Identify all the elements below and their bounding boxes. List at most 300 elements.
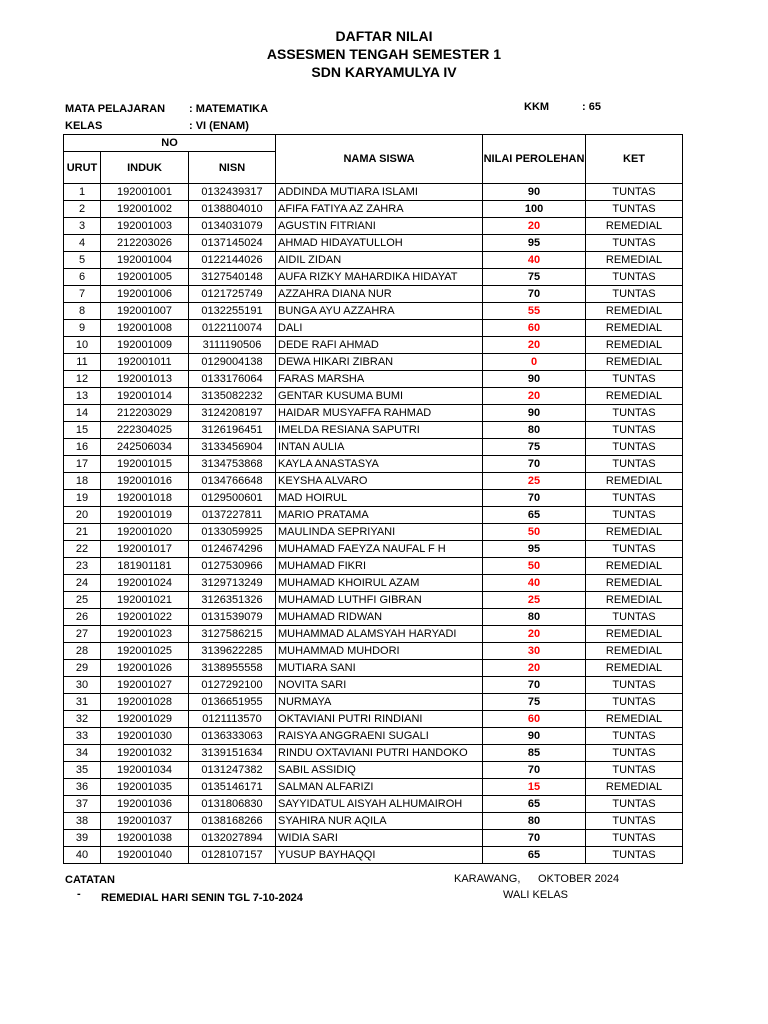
header-nama: NAMA SISWA	[276, 135, 483, 184]
cell-induk: 192001003	[101, 218, 189, 235]
cell-nilai: 70	[483, 677, 586, 694]
cell-nama: WIDIA SARI	[276, 830, 483, 847]
cell-nisn: 0133176064	[189, 371, 276, 388]
cell-ket: REMEDIAL	[586, 779, 683, 796]
cell-nama: BUNGA AYU AZZAHRA	[276, 303, 483, 320]
cell-ket: REMEDIAL	[586, 592, 683, 609]
cell-urut: 28	[64, 643, 101, 660]
cell-ket: REMEDIAL	[586, 218, 683, 235]
cell-nama: DALI	[276, 320, 483, 337]
cell-nama: MUHAMAD LUTHFI GIBRAN	[276, 592, 483, 609]
cell-nisn: 0132255191	[189, 303, 276, 320]
cell-induk: 192001017	[101, 541, 189, 558]
cell-urut: 22	[64, 541, 101, 558]
date-label: OKTOBER 2024	[538, 873, 620, 885]
cell-ket: REMEDIAL	[586, 524, 683, 541]
cell-ket: TUNTAS	[586, 728, 683, 745]
table-row	[64, 830, 683, 847]
table-row	[64, 456, 683, 473]
cell-nama: MUHAMAD FIKRI	[276, 558, 483, 575]
cell-ket: TUNTAS	[586, 507, 683, 524]
cell-nama: SAYYIDATUL AISYAH ALHUMAIROH	[276, 796, 483, 813]
cell-induk: 192001004	[101, 252, 189, 269]
cell-nisn: 0134766648	[189, 473, 276, 490]
cell-induk: 212203026	[101, 235, 189, 252]
table-row	[64, 660, 683, 677]
cell-urut: 34	[64, 745, 101, 762]
cell-urut: 11	[64, 354, 101, 371]
cell-nama: SYAHIRA NUR AQILA	[276, 813, 483, 830]
table-row	[64, 201, 683, 218]
signer-label: WALI KELAS	[503, 889, 569, 901]
table-row	[64, 269, 683, 286]
cell-nama: INTAN AULIA	[276, 439, 483, 456]
cell-nisn: 0135146171	[189, 779, 276, 796]
cell-urut: 38	[64, 813, 101, 830]
cell-nisn: 0131539079	[189, 609, 276, 626]
cell-nilai: 20	[483, 388, 586, 405]
cell-induk: 242506034	[101, 439, 189, 456]
cell-urut: 14	[64, 405, 101, 422]
cell-nama: IMELDA RESIANA SAPUTRI	[276, 422, 483, 439]
cell-induk: 192001030	[101, 728, 189, 745]
cell-nisn: 3139151634	[189, 745, 276, 762]
cell-ket: REMEDIAL	[586, 320, 683, 337]
cell-induk: 192001029	[101, 711, 189, 728]
cell-nilai: 65	[483, 796, 586, 813]
cell-nilai: 95	[483, 235, 586, 252]
cell-nisn: 0121725749	[189, 286, 276, 303]
cell-induk: 192001036	[101, 796, 189, 813]
cell-urut: 2	[64, 201, 101, 218]
cell-nilai: 70	[483, 762, 586, 779]
cell-nisn: 0121113570	[189, 711, 276, 728]
cell-nilai: 25	[483, 473, 586, 490]
cell-ket: REMEDIAL	[586, 337, 683, 354]
cell-nisn: 0137227811	[189, 507, 276, 524]
cell-induk: 192001028	[101, 694, 189, 711]
mapel-value: : MATEMATIKA	[189, 103, 269, 115]
cell-ket: REMEDIAL	[586, 660, 683, 677]
cell-ket: TUNTAS	[586, 371, 683, 388]
cell-ket: TUNTAS	[586, 830, 683, 847]
table-row	[64, 643, 683, 660]
header-urut: URUT	[64, 152, 101, 184]
table-row	[64, 184, 683, 201]
table-row	[64, 320, 683, 337]
cell-induk: 192001018	[101, 490, 189, 507]
cell-nama: SABIL ASSIDIQ	[276, 762, 483, 779]
cell-induk: 192001002	[101, 201, 189, 218]
cell-urut: 7	[64, 286, 101, 303]
cell-nilai: 95	[483, 541, 586, 558]
remedial-note: REMEDIAL HARI SENIN TGL 7-10-2024	[101, 892, 303, 904]
table-row	[64, 592, 683, 609]
cell-urut: 35	[64, 762, 101, 779]
cell-urut: 6	[64, 269, 101, 286]
cell-nilai: 60	[483, 320, 586, 337]
cell-nama: MAULINDA SEPRIYANI	[276, 524, 483, 541]
cell-nisn: 0122144026	[189, 252, 276, 269]
cell-nama: KAYLA ANASTASYA	[276, 456, 483, 473]
cell-urut: 19	[64, 490, 101, 507]
cell-nilai: 25	[483, 592, 586, 609]
cell-nisn: 3135082232	[189, 388, 276, 405]
header-no: NO	[64, 135, 276, 152]
cell-nilai: 60	[483, 711, 586, 728]
cell-induk: 192001034	[101, 762, 189, 779]
cell-urut: 26	[64, 609, 101, 626]
cell-nama: MUHAMAD FAEYZA NAUFAL F H	[276, 541, 483, 558]
cell-urut: 33	[64, 728, 101, 745]
cell-nilai: 15	[483, 779, 586, 796]
cell-nama: AGUSTIN FITRIANI	[276, 218, 483, 235]
cell-induk: 222304025	[101, 422, 189, 439]
cell-ket: TUNTAS	[586, 439, 683, 456]
cell-nilai: 85	[483, 745, 586, 762]
header-induk: INDUK	[101, 152, 189, 184]
cell-induk: 192001014	[101, 388, 189, 405]
cell-urut: 21	[64, 524, 101, 541]
cell-ket: REMEDIAL	[586, 643, 683, 660]
cell-nama: MUHAMMAD ALAMSYAH HARYADI	[276, 626, 483, 643]
cell-urut: 8	[64, 303, 101, 320]
cell-nama: OKTAVIANI PUTRI RINDIANI	[276, 711, 483, 728]
cell-induk: 192001037	[101, 813, 189, 830]
table-row	[64, 405, 683, 422]
table-row	[64, 422, 683, 439]
cell-nilai: 80	[483, 813, 586, 830]
cell-urut: 36	[64, 779, 101, 796]
cell-induk: 192001001	[101, 184, 189, 201]
cell-urut: 12	[64, 371, 101, 388]
cell-urut: 37	[64, 796, 101, 813]
cell-urut: 3	[64, 218, 101, 235]
cell-nisn: 0138168266	[189, 813, 276, 830]
cell-nilai: 65	[483, 507, 586, 524]
cell-ket: TUNTAS	[586, 847, 683, 864]
cell-nilai: 90	[483, 184, 586, 201]
cell-ket: TUNTAS	[586, 422, 683, 439]
table-row	[64, 677, 683, 694]
cell-induk: 192001020	[101, 524, 189, 541]
cell-urut: 15	[64, 422, 101, 439]
cell-urut: 1	[64, 184, 101, 201]
cell-induk: 192001026	[101, 660, 189, 677]
cell-nisn: 0132439317	[189, 184, 276, 201]
cell-urut: 18	[64, 473, 101, 490]
cell-induk: 181901181	[101, 558, 189, 575]
cell-nilai: 80	[483, 422, 586, 439]
cell-urut: 39	[64, 830, 101, 847]
cell-ket: REMEDIAL	[586, 354, 683, 371]
table-row	[64, 473, 683, 490]
table-row	[64, 847, 683, 864]
doc-title-1: DAFTAR NILAI	[335, 28, 433, 44]
cell-ket: REMEDIAL	[586, 473, 683, 490]
kkm-value: : 65	[582, 101, 601, 113]
cell-nisn: 0129004138	[189, 354, 276, 371]
kelas-value: : VI (ENAM)	[189, 120, 249, 132]
cell-nilai: 50	[483, 558, 586, 575]
cell-ket: REMEDIAL	[586, 388, 683, 405]
cell-induk: 192001023	[101, 626, 189, 643]
header-nisn: NISN	[189, 152, 276, 184]
cell-ket: TUNTAS	[586, 201, 683, 218]
cell-nama: MUHAMAD RIDWAN	[276, 609, 483, 626]
cell-nilai: 70	[483, 490, 586, 507]
kelas-label: KELAS	[65, 120, 103, 132]
cell-nilai: 20	[483, 337, 586, 354]
cell-nisn: 3126196451	[189, 422, 276, 439]
cell-nilai: 80	[483, 609, 586, 626]
table-row	[64, 371, 683, 388]
cell-induk: 192001025	[101, 643, 189, 660]
cell-nisn: 3124208197	[189, 405, 276, 422]
table-row	[64, 354, 683, 371]
cell-urut: 17	[64, 456, 101, 473]
cell-induk: 192001022	[101, 609, 189, 626]
cell-nisn: 0133059925	[189, 524, 276, 541]
cell-induk: 192001027	[101, 677, 189, 694]
cell-nama: SALMAN ALFARIZI	[276, 779, 483, 796]
cell-induk: 192001032	[101, 745, 189, 762]
cell-ket: REMEDIAL	[586, 303, 683, 320]
cell-urut: 27	[64, 626, 101, 643]
table-row	[64, 762, 683, 779]
cell-nilai: 90	[483, 371, 586, 388]
cell-nilai: 75	[483, 694, 586, 711]
cell-nama: RAISYA ANGGRAENI SUGALI	[276, 728, 483, 745]
cell-nama: NURMAYA	[276, 694, 483, 711]
cell-nama: GENTAR KUSUMA BUMI	[276, 388, 483, 405]
table-row	[64, 439, 683, 456]
cell-nisn: 0124674296	[189, 541, 276, 558]
cell-nisn: 3127540148	[189, 269, 276, 286]
cell-nisn: 0136333063	[189, 728, 276, 745]
cell-urut: 9	[64, 320, 101, 337]
cell-induk: 192001015	[101, 456, 189, 473]
cell-nilai: 65	[483, 847, 586, 864]
cell-nilai: 70	[483, 286, 586, 303]
cell-nisn: 0134031079	[189, 218, 276, 235]
cell-urut: 23	[64, 558, 101, 575]
table-row	[64, 286, 683, 303]
cell-nama: AUFA RIZKY MAHARDIKA HIDAYAT	[276, 269, 483, 286]
cell-nisn: 3139622285	[189, 643, 276, 660]
grades-table	[63, 134, 683, 864]
cell-nisn: 0137145024	[189, 235, 276, 252]
cell-induk: 192001016	[101, 473, 189, 490]
cell-ket: REMEDIAL	[586, 252, 683, 269]
cell-induk: 192001008	[101, 320, 189, 337]
cell-ket: REMEDIAL	[586, 626, 683, 643]
table-row	[64, 541, 683, 558]
note-bullet: -	[77, 888, 81, 900]
cell-nilai: 100	[483, 201, 586, 218]
cell-nama: AFIFA FATIYA AZ ZAHRA	[276, 201, 483, 218]
cell-nisn: 3129713249	[189, 575, 276, 592]
cell-ket: TUNTAS	[586, 235, 683, 252]
cell-nama: MARIO PRATAMA	[276, 507, 483, 524]
cell-induk: 192001011	[101, 354, 189, 371]
cell-induk: 192001038	[101, 830, 189, 847]
table-row	[64, 609, 683, 626]
cell-urut: 30	[64, 677, 101, 694]
cell-urut: 29	[64, 660, 101, 677]
cell-nilai: 50	[483, 524, 586, 541]
cell-ket: TUNTAS	[586, 762, 683, 779]
cell-ket: TUNTAS	[586, 796, 683, 813]
cell-nama: MUTIARA SANI	[276, 660, 483, 677]
mapel-label: MATA PELAJARAN	[65, 103, 166, 115]
cell-nisn: 3127586215	[189, 626, 276, 643]
table-row	[64, 711, 683, 728]
cell-nilai: 90	[483, 405, 586, 422]
table-row	[64, 524, 683, 541]
cell-induk: 192001019	[101, 507, 189, 524]
cell-nisn: 0129500601	[189, 490, 276, 507]
kkm-label: KKM	[524, 101, 550, 113]
cell-nama: DEDE RAFI AHMAD	[276, 337, 483, 354]
cell-ket: TUNTAS	[586, 609, 683, 626]
doc-title-3: SDN KARYAMULYA IV	[311, 64, 457, 80]
cell-urut: 32	[64, 711, 101, 728]
cell-nama: YUSUP BAYHAQQI	[276, 847, 483, 864]
cell-nama: HAIDAR MUSYAFFA RAHMAD	[276, 405, 483, 422]
table-row	[64, 745, 683, 762]
cell-nisn: 3138955558	[189, 660, 276, 677]
cell-urut: 13	[64, 388, 101, 405]
cell-nisn: 0132027894	[189, 830, 276, 847]
cell-nama: MUHAMAD KHOIRUL AZAM	[276, 575, 483, 592]
cell-nilai: 40	[483, 575, 586, 592]
cell-induk: 212203029	[101, 405, 189, 422]
cell-induk: 192001021	[101, 592, 189, 609]
table-row	[64, 779, 683, 796]
cell-nisn: 0128107157	[189, 847, 276, 864]
cell-nilai: 70	[483, 456, 586, 473]
cell-ket: TUNTAS	[586, 456, 683, 473]
cell-nama: ADDINDA MUTIARA ISLAMI	[276, 184, 483, 201]
cell-ket: TUNTAS	[586, 677, 683, 694]
cell-ket: REMEDIAL	[586, 558, 683, 575]
table-row	[64, 388, 683, 405]
cell-nama: DEWA HIKARI ZIBRAN	[276, 354, 483, 371]
cell-induk: 192001013	[101, 371, 189, 388]
cell-nisn: 0127292100	[189, 677, 276, 694]
cell-nilai: 20	[483, 626, 586, 643]
cell-nama: MAD HOIRUL	[276, 490, 483, 507]
header-ket: KET	[586, 135, 683, 184]
cell-ket: TUNTAS	[586, 490, 683, 507]
cell-nama: KEYSHA ALVARO	[276, 473, 483, 490]
cell-urut: 16	[64, 439, 101, 456]
cell-nilai: 70	[483, 830, 586, 847]
cell-nisn: 0138804010	[189, 201, 276, 218]
place-label: KARAWANG,	[454, 873, 521, 885]
cell-urut: 5	[64, 252, 101, 269]
cell-induk: 192001040	[101, 847, 189, 864]
doc-title-2: ASSESMEN TENGAH SEMESTER 1	[266, 46, 502, 62]
table-row	[64, 694, 683, 711]
cell-induk: 192001006	[101, 286, 189, 303]
cell-nilai: 40	[483, 252, 586, 269]
cell-nilai: 55	[483, 303, 586, 320]
cell-nisn: 0136651955	[189, 694, 276, 711]
cell-nisn: 3133456904	[189, 439, 276, 456]
cell-urut: 24	[64, 575, 101, 592]
cell-ket: TUNTAS	[586, 286, 683, 303]
cell-nisn: 3126351326	[189, 592, 276, 609]
cell-nilai: 20	[483, 218, 586, 235]
cell-nama: NOVITA SARI	[276, 677, 483, 694]
table-row	[64, 626, 683, 643]
cell-induk: 192001035	[101, 779, 189, 796]
table-row	[64, 728, 683, 745]
cell-nisn: 0127530966	[189, 558, 276, 575]
cell-nisn: 0131806830	[189, 796, 276, 813]
cell-nama: MUHAMMAD MUHDORI	[276, 643, 483, 660]
cell-nama: RINDU OXTAVIANI PUTRI HANDOKO	[276, 745, 483, 762]
cell-nilai: 30	[483, 643, 586, 660]
catatan-label: CATATAN	[65, 874, 115, 886]
table-row	[64, 252, 683, 269]
cell-induk: 192001009	[101, 337, 189, 354]
table-row	[64, 235, 683, 252]
table-row	[64, 796, 683, 813]
table-row	[64, 218, 683, 235]
cell-nisn: 0122110074	[189, 320, 276, 337]
table-row	[64, 337, 683, 354]
cell-urut: 40	[64, 847, 101, 864]
cell-nama: AIDIL ZIDAN	[276, 252, 483, 269]
cell-ket: TUNTAS	[586, 184, 683, 201]
table-row	[64, 558, 683, 575]
cell-ket: REMEDIAL	[586, 575, 683, 592]
cell-ket: TUNTAS	[586, 745, 683, 762]
table-row	[64, 575, 683, 592]
cell-nama: FARAS MARSHA	[276, 371, 483, 388]
cell-nilai: 90	[483, 728, 586, 745]
cell-nilai: 20	[483, 660, 586, 677]
cell-nisn: 3111190506	[189, 337, 276, 354]
cell-urut: 31	[64, 694, 101, 711]
cell-induk: 192001007	[101, 303, 189, 320]
table-row	[64, 813, 683, 830]
cell-ket: TUNTAS	[586, 694, 683, 711]
header-nilai: NILAI PEROLEHAN	[483, 135, 586, 184]
cell-nilai: 75	[483, 439, 586, 456]
table-row	[64, 303, 683, 320]
cell-nilai: 0	[483, 354, 586, 371]
cell-urut: 20	[64, 507, 101, 524]
table-row	[64, 507, 683, 524]
cell-ket: TUNTAS	[586, 405, 683, 422]
cell-induk: 192001024	[101, 575, 189, 592]
cell-nama: AHMAD HIDAYATULLOH	[276, 235, 483, 252]
table-row	[64, 490, 683, 507]
cell-nisn: 3134753868	[189, 456, 276, 473]
cell-ket: TUNTAS	[586, 269, 683, 286]
cell-urut: 4	[64, 235, 101, 252]
cell-nisn: 0131247382	[189, 762, 276, 779]
cell-ket: REMEDIAL	[586, 711, 683, 728]
cell-urut: 25	[64, 592, 101, 609]
cell-urut: 10	[64, 337, 101, 354]
cell-ket: TUNTAS	[586, 813, 683, 830]
cell-induk: 192001005	[101, 269, 189, 286]
